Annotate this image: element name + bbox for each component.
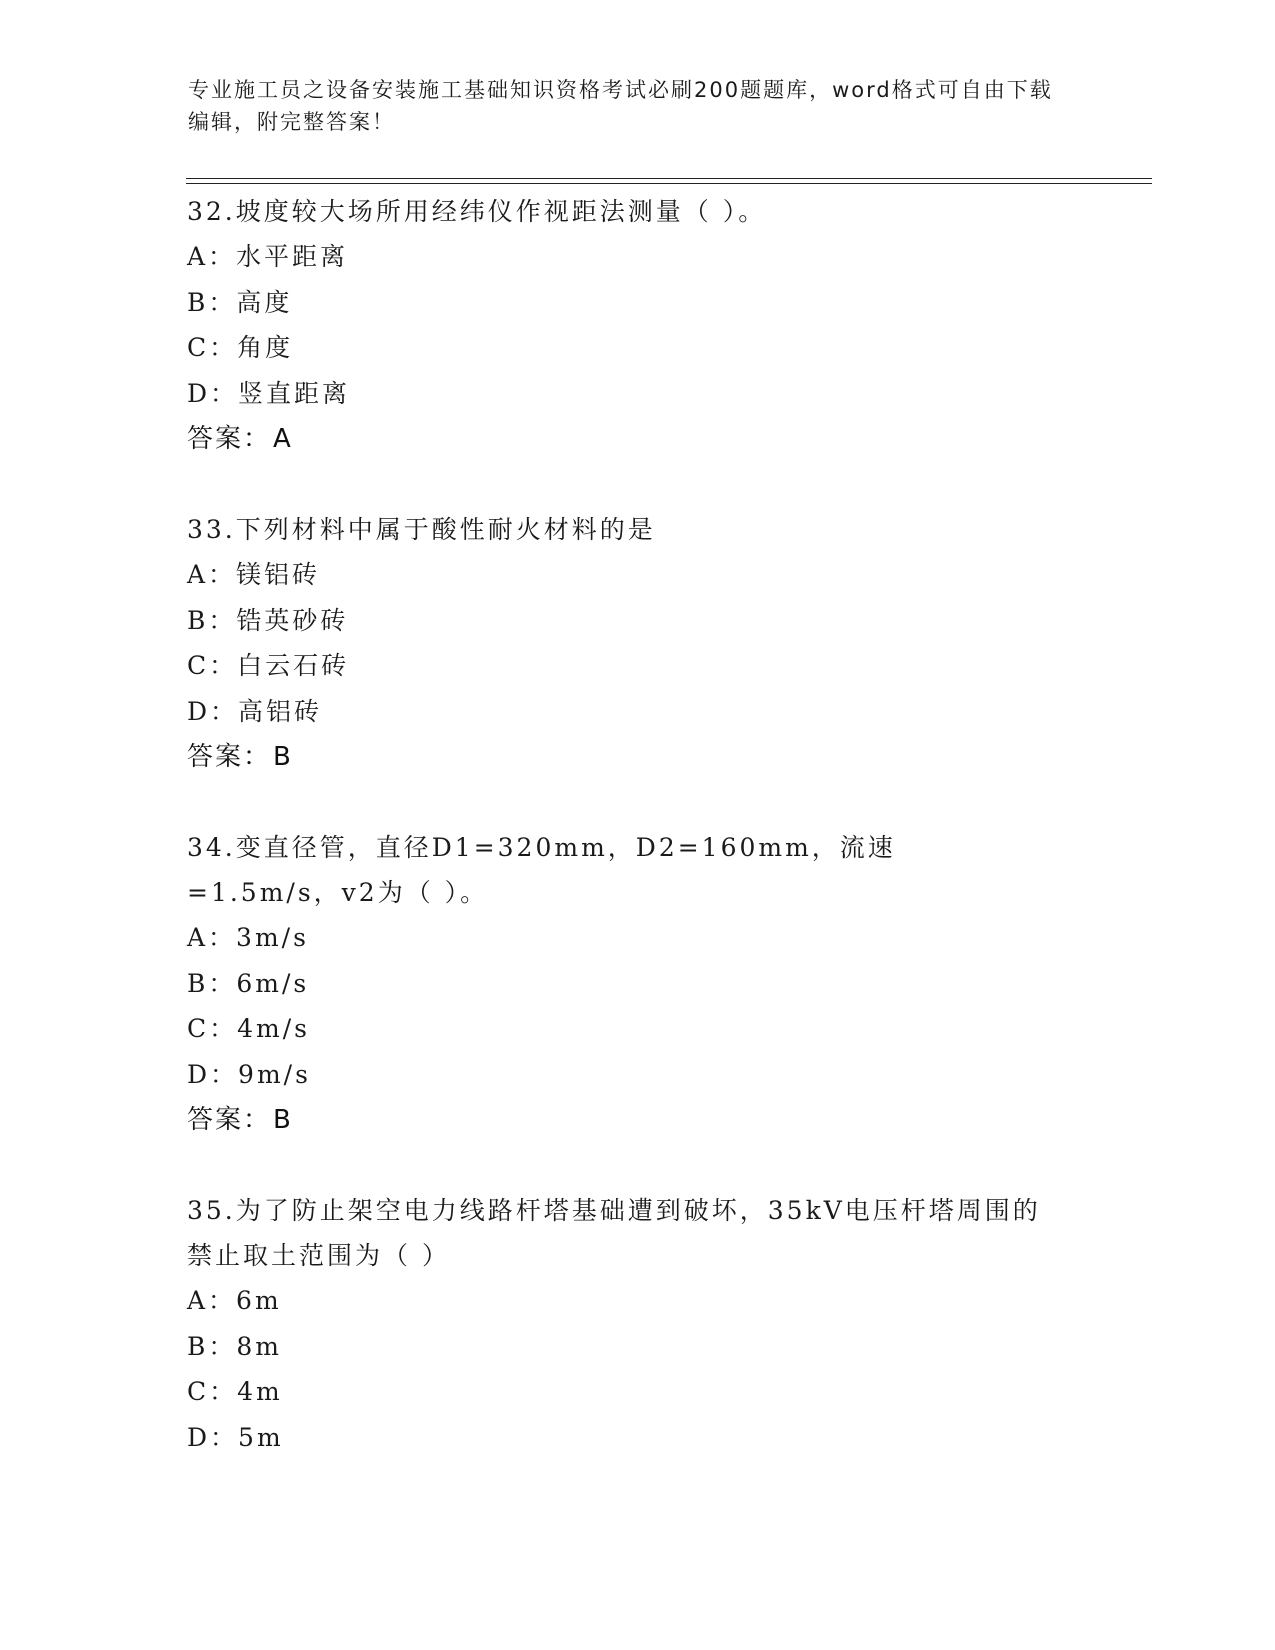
- answer-value: A: [273, 424, 293, 454]
- question-33: [187, 507, 1087, 780]
- answer-label: 答案：: [187, 424, 272, 454]
- answer-value: B: [273, 742, 293, 772]
- option-b: B：高度: [187, 287, 293, 317]
- question-stem: 35.为了防止架空电力线路杆塔基础遭到破坏，35kV电压杆塔周围的禁止取土范围为（ ）: [187, 1196, 1041, 1270]
- question-34: [187, 825, 1087, 1143]
- option-c: C：4m: [187, 1377, 283, 1406]
- question-32: [187, 189, 1087, 462]
- answer-line: [187, 416, 1087, 462]
- option-d: D：9m/s: [187, 1059, 311, 1089]
- answer-label: 答案：: [187, 1105, 272, 1135]
- question-35: [187, 1188, 1087, 1460]
- option-d: D：高铝砖: [187, 696, 323, 726]
- option-c: C：4m/s: [187, 1014, 310, 1043]
- header-divider-top: [186, 178, 1152, 179]
- option-a: A：镁铝砖: [187, 560, 321, 589]
- option-c: C：白云石砖: [187, 651, 350, 680]
- answer-line: [187, 734, 1087, 780]
- header-divider-bottom: [186, 183, 1152, 184]
- option-c: C：角度: [187, 333, 294, 362]
- option-b: B：8m: [187, 1331, 282, 1361]
- option-d: D：5m: [187, 1422, 284, 1452]
- answer-value: B: [273, 1105, 293, 1135]
- option-b: B：6m/s: [187, 968, 310, 998]
- question-stem: 33.下列材料中属于酸性耐火材料的是: [187, 515, 656, 544]
- question-stem: 34.变直径管，直径D1=320mm，D2=160mm，流速=1.5m/s，v2为（ ）。: [187, 833, 896, 907]
- answer-line: [187, 1097, 1087, 1143]
- option-d: D：竖直距离: [187, 378, 351, 408]
- option-b: B：锆英砂砖: [187, 605, 349, 635]
- option-a: A：6m: [187, 1286, 282, 1315]
- question-stem: 32.坡度较大场所用经纬仪作视距法测量（ ）。: [187, 197, 767, 226]
- document-header-title: 专业施工员之设备安装施工基础知识资格考试必刷200题题库，word格式可自由下载编辑，附完整答案！: [188, 78, 1053, 134]
- option-a: A：3m/s: [187, 923, 309, 952]
- answer-label: 答案：: [187, 742, 272, 772]
- option-a: A：水平距离: [187, 242, 349, 271]
